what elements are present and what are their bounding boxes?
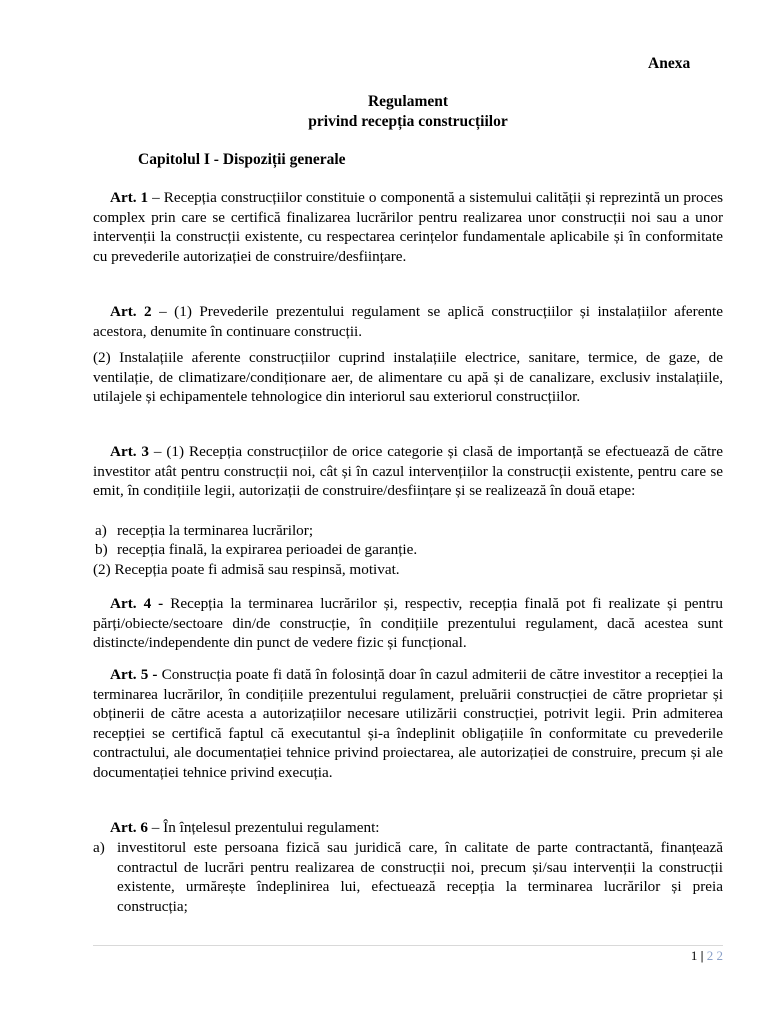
- list-item-text: recepția la terminarea lucrărilor;: [117, 522, 314, 539]
- article-5-text: Construcția poate fi dată în folosință doar în cazul admiterii de către investitor a recepției la terminarea lucrărilor, în condițiile prezentului regulament, preluării construcției de către proprietar și obținerii de către acesta a autorizațiilor necesare utilizării construcției, potrivit legii. Prin admiterea recepției se certifică faptul că executantul și-a îndeplinit obligațiile în conformitate cu prevederile contractului, ale documentației tehnice privind proiectarea, ale autorizației de construire, precum și ale documentației tehnice privind execuția.: [93, 666, 723, 781]
- article-2-label: Art. 2: [110, 303, 152, 320]
- list-item-text: investitorul este persoana fizică sau juridică care, în calitate de parte contractantă, finanțează contractul de lucrări pentru realizarea de construcții noi, precum și/sau intervenții la construcții existente, urmărește îndeplinirea lui, efectuează recepția la terminarea lucrărilor și preia construcția;: [117, 839, 723, 915]
- article-4: [93, 594, 723, 653]
- list-item: [93, 521, 723, 541]
- page-number: [691, 946, 723, 966]
- document-title: Regulament: [367, 93, 449, 110]
- article-4-label: Art. 4 -: [110, 595, 164, 612]
- page-separator: |: [700, 948, 704, 963]
- footer-divider: [93, 945, 723, 946]
- chapter-heading: Capitolul I - Dispoziții generale: [138, 151, 346, 168]
- article-5: [93, 665, 723, 783]
- article-4-text: Recepția la terminarea lucrărilor și, respectiv, recepția finală pot fi realizate și pentru părți/obiecte/sectoare din/de construcție, în condițiile prezentului regulament, dacă acestea sunt distincte/independente din punct de vedere fizic și funcțional.: [93, 595, 724, 652]
- list-item: [93, 838, 723, 916]
- article-1-label: Art. 1: [110, 189, 149, 206]
- article-3-text: – (1) Recepția construcțiilor de orice categorie și clasă de importanță se efectuează de către investitor atât pentru construcții noi, cât și în cazul intervențiilor la construcții existente, pentru care se emit, în condițiile legii, autorizații de construire/desființare și se realizează în două etape:: [93, 443, 723, 500]
- article-6: [93, 818, 723, 838]
- list-item-label: a): [93, 839, 105, 856]
- article-1-text: – Recepția construcțiilor constituie o componentă a sistemului calității și reprezintă un proces complex prin care se certifică finalizarea lucrărilor pentru realizarea unor construcții noi sau a unor intervenții la construcții existente, cu respectarea cerințelor fundamentale aplicabile și în conformitate cu prevederile autorizației de construire/desființare.: [93, 189, 723, 265]
- current-page: 1: [690, 948, 698, 963]
- article-6-label: Art. 6: [110, 819, 148, 836]
- document-subtitle: privind recepția construcțiilor: [308, 113, 508, 130]
- total-pages: 2 2: [706, 948, 723, 963]
- list-item-label: a): [95, 522, 107, 539]
- article-2: [93, 302, 723, 341]
- article-3: [93, 442, 723, 501]
- list-item: [93, 540, 723, 560]
- article-3-paragraph-2: (2) Recepția poate fi admisă sau respinsă, motivat.: [93, 561, 400, 578]
- list-item-text: recepția finală, la expirarea perioadei de garanție.: [117, 541, 418, 558]
- article-6-text: – În înțelesul prezentului regulament:: [147, 819, 380, 836]
- list-item-label: b): [95, 541, 108, 558]
- article-1: [93, 188, 723, 266]
- annex-label: Anexa: [648, 55, 691, 72]
- article-2-paragraph-2: (2) Instalațiile aferente construcțiilor cuprind instalațiile electrice, sanitare, termice, de gaze, de ventilație, de climatizare/condiționare aer, de alimentare cu apă și de canalizare, exclusiv instalațiile, utilajele și echipamentele tehnologice din interiorul sau exteriorul construcțiilor.: [93, 349, 723, 406]
- article-2-text: – (1) Prevederile prezentului regulament se aplică construcțiilor și instalațiilor aferente acestora, denumite în continuare construcții.: [93, 303, 723, 340]
- article-3-label: Art. 3: [110, 443, 150, 460]
- article-5-label: Art. 5 -: [110, 666, 158, 683]
